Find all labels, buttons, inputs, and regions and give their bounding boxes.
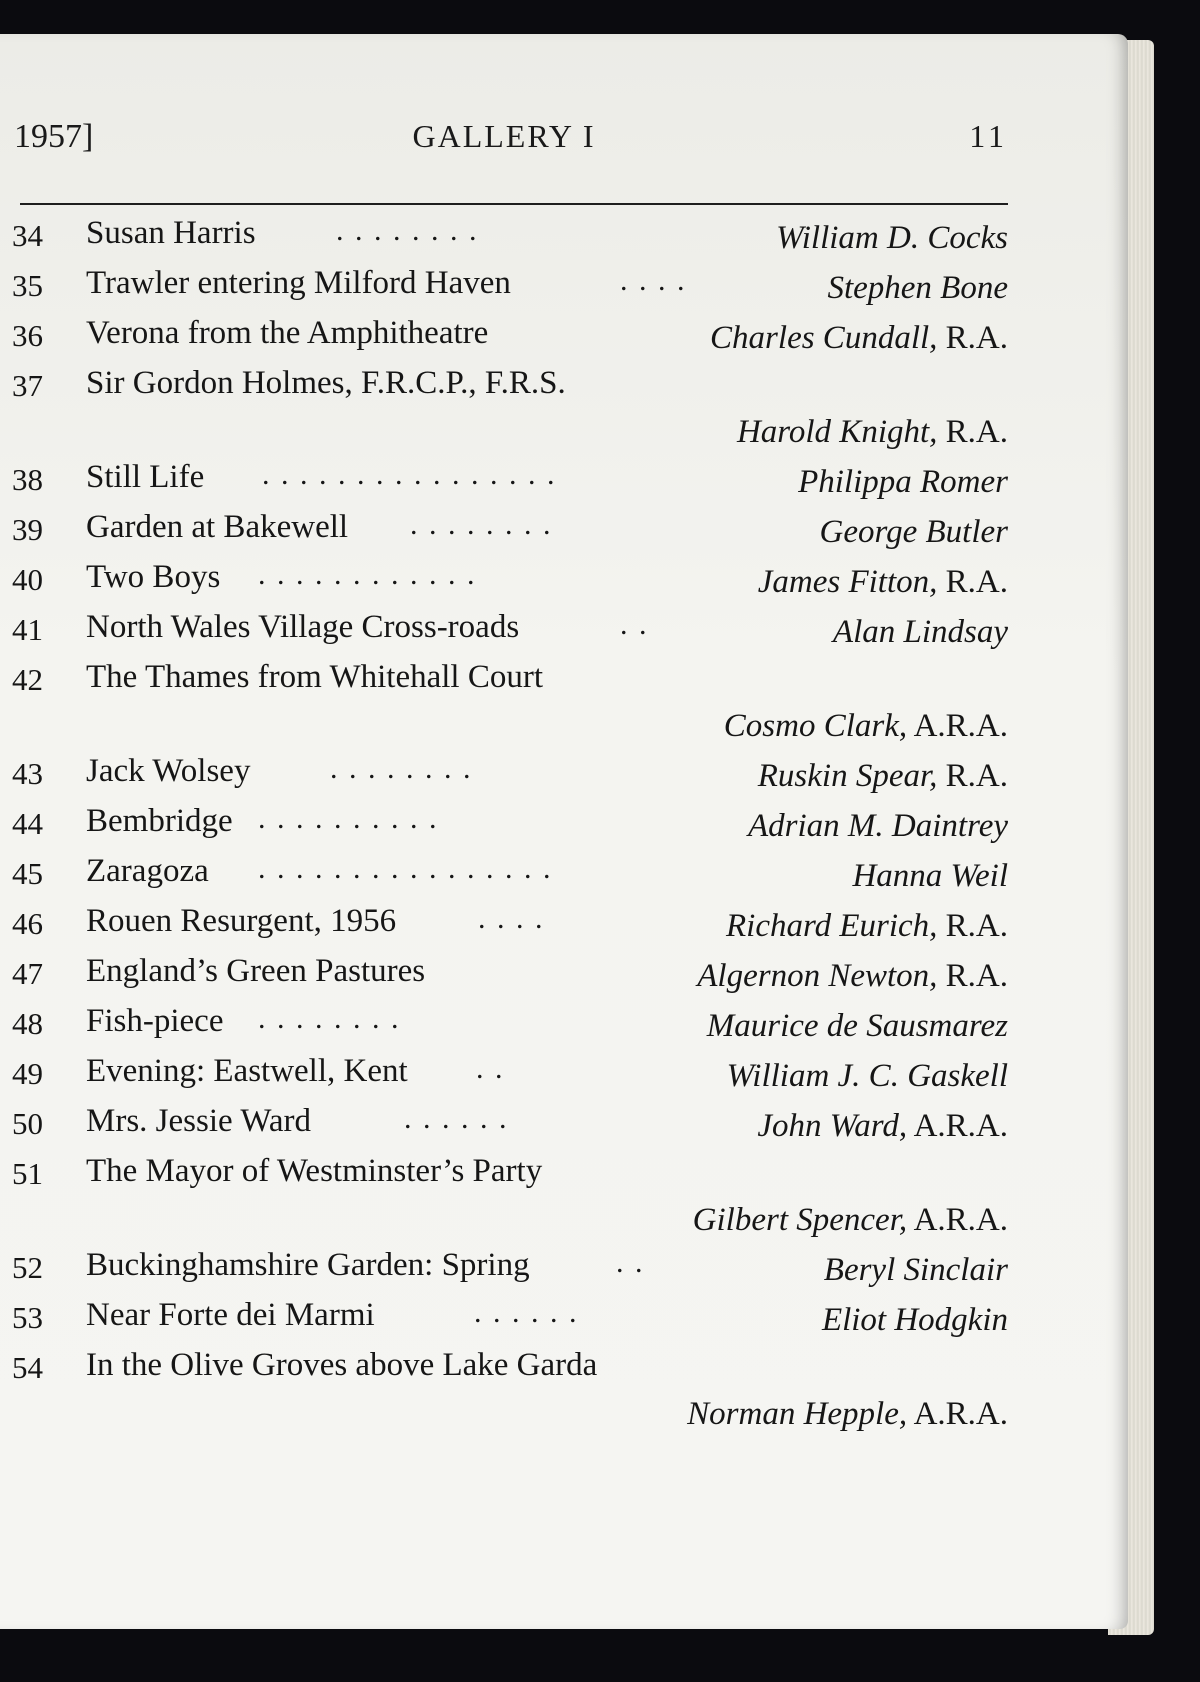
leader-dots: . . . . . . . .: [258, 1002, 401, 1035]
artist-honors: R.A.: [945, 414, 1008, 450]
entry-artist: [710, 320, 1008, 357]
artist-name: William D. Cocks: [776, 220, 1008, 256]
artist-name: Eliot Hodgkin: [821, 1302, 1008, 1338]
catalogue-entry: [0, 212, 1008, 262]
catalogue-entry: [0, 1050, 1008, 1100]
artist-name: Philippa Romer: [798, 464, 1008, 500]
artist-name: Richard Eurich,: [726, 908, 938, 944]
artist-name: Beryl Sinclair: [823, 1252, 1008, 1288]
entry-artist-line: [0, 1394, 1008, 1438]
entry-artist: [820, 514, 1008, 551]
artist-name: Ruskin Spear,: [757, 758, 938, 794]
entry-artist: [737, 414, 1008, 451]
catalogue-entry: [0, 900, 1008, 950]
entry-line: [0, 606, 1008, 656]
header-gallery-title: GALLERY I: [412, 118, 596, 154]
entry-artist: [707, 1008, 1008, 1045]
entry-line: [0, 850, 1008, 900]
entry-artist: [697, 958, 1008, 995]
entry-number: 48: [12, 1006, 43, 1041]
entry-number: 44: [12, 806, 43, 841]
artist-name: Harold Knight,: [736, 414, 938, 450]
entry-line: [0, 1294, 1008, 1344]
entry-title: Verona from the Amphitheatre: [86, 315, 489, 351]
entry-title: Sir Gordon Holmes, F.R.C.P., F.R.S.: [86, 365, 566, 401]
leader-dots: . .: [476, 1052, 505, 1085]
header-rule: [20, 203, 1008, 205]
entry-title: Evening: Eastwell, Kent: [86, 1053, 408, 1089]
entry-line: [0, 456, 1008, 506]
leader-dots: . .: [616, 1246, 645, 1279]
catalogue-entry: [0, 556, 1008, 606]
catalogue-entry: [0, 456, 1008, 506]
entry-line: [0, 212, 1008, 262]
entry-number: 46: [12, 906, 43, 941]
entry-number: 49: [12, 1056, 43, 1091]
leader-dots: . . . . . .: [404, 1102, 509, 1135]
entry-number: 35: [12, 268, 43, 303]
catalogue-entry: [0, 1244, 1008, 1294]
leader-dots: . . . . . .: [474, 1296, 579, 1329]
catalogue-entry: [0, 262, 1008, 312]
header-page-number: 11: [969, 118, 1008, 154]
entry-title: Garden at Bakewell: [86, 509, 349, 545]
entry-number: 36: [12, 318, 43, 353]
catalogue-entry: [0, 606, 1008, 656]
entry-number: 45: [12, 856, 43, 891]
entry-artist: [726, 908, 1008, 945]
entry-number: 38: [12, 462, 43, 497]
entry-artist: [822, 1302, 1008, 1339]
entry-number: 34: [12, 218, 43, 253]
entry-number: 50: [12, 1106, 43, 1141]
catalogue-entry: [0, 950, 1008, 1000]
entry-artist: [687, 1396, 1008, 1433]
entry-line: [0, 1050, 1008, 1100]
leader-dots: . . . . . . . .: [336, 214, 479, 247]
artist-honors: R.A.: [945, 564, 1008, 600]
entry-artist: [693, 1202, 1008, 1239]
entry-artist: [758, 758, 1008, 795]
entry-line: [0, 556, 1008, 606]
entry-title: Zaragoza: [86, 853, 209, 889]
leader-dots: . .: [620, 608, 649, 641]
entry-number: 37: [12, 368, 43, 403]
artist-name: Cosmo Clark,: [723, 708, 908, 744]
entry-number: 40: [12, 562, 43, 597]
entry-title: Mrs. Jessie Ward: [86, 1103, 311, 1139]
entry-number: 47: [12, 956, 43, 991]
catalogue-entry: [0, 1294, 1008, 1344]
entry-line: [0, 750, 1008, 800]
leader-dots: . . . . . . . .: [410, 508, 553, 541]
entry-line: [0, 1344, 1008, 1394]
entry-line: [0, 1100, 1008, 1150]
catalogue-entry: [0, 1344, 1008, 1438]
entry-line: [0, 262, 1008, 312]
leader-dots: . . . . . . . . . .: [258, 802, 439, 835]
entry-artist-line: [0, 706, 1008, 750]
entry-artist-line: [0, 1200, 1008, 1244]
entry-title: Bembridge: [86, 803, 233, 839]
entry-line: [0, 1000, 1008, 1050]
entry-title: Fish-piece: [86, 1003, 224, 1039]
artist-name: Alan Lindsay: [832, 614, 1008, 650]
leader-dots: . . . .: [478, 902, 545, 935]
artist-honors: R.A.: [945, 908, 1008, 944]
entry-artist: [758, 564, 1008, 601]
entry-title: England’s Green Pastures: [86, 953, 426, 989]
artist-name: James Fitton,: [757, 564, 938, 600]
entry-line: [0, 950, 1008, 1000]
entry-number: 53: [12, 1300, 43, 1335]
artist-name: Algernon Newton,: [697, 958, 938, 994]
entry-title: Susan Harris: [86, 215, 256, 251]
entry-artist: [727, 1058, 1008, 1095]
entry-number: 39: [12, 512, 43, 547]
running-header: [0, 108, 1008, 168]
artist-name: Stephen Bone: [827, 270, 1008, 306]
entry-title: Near Forte dei Marmi: [86, 1297, 375, 1333]
entry-title: Still Life: [86, 459, 205, 495]
entry-title: The Thames from Whitehall Court: [86, 659, 544, 695]
entry-line: [0, 362, 1008, 412]
entry-line: [0, 1150, 1008, 1200]
leader-dots: . . . .: [620, 264, 687, 297]
entry-number: 42: [12, 662, 43, 697]
catalogue-entry-list: [0, 212, 1008, 1438]
artist-name: Hanna Weil: [852, 858, 1008, 894]
artist-name: Norman Hepple,: [687, 1396, 908, 1432]
entry-number: 54: [12, 1350, 43, 1385]
catalogue-entry: [0, 850, 1008, 900]
entry-title: North Wales Village Cross-roads: [86, 609, 520, 645]
artist-honors: R.A.: [945, 320, 1008, 356]
artist-honors: A.R.A.: [913, 1202, 1008, 1238]
entry-title: Buckinghamshire Garden: Spring: [86, 1247, 530, 1283]
leader-dots: . . . . . . . . . . . .: [258, 558, 477, 591]
entry-number: 43: [12, 756, 43, 791]
catalogue-entry: [0, 1000, 1008, 1050]
entry-artist: [776, 220, 1008, 257]
entry-artist: [833, 614, 1008, 651]
catalogue-entry: [0, 800, 1008, 850]
catalogue-entry: [0, 1150, 1008, 1244]
entry-line: [0, 656, 1008, 706]
artist-name: Charles Cundall,: [710, 320, 938, 356]
artist-name: William J. C. Gaskell: [726, 1058, 1008, 1094]
entry-artist: [798, 464, 1008, 501]
header-year: 1957]: [14, 118, 94, 155]
entry-artist: [827, 270, 1008, 307]
leader-dots: . . . . . . . . . . . . . . . .: [258, 852, 553, 885]
catalogue-entry: [0, 506, 1008, 556]
artist-honors: A.R.A.: [913, 1108, 1008, 1144]
catalogue-entry: [0, 362, 1008, 456]
entry-artist: [824, 1252, 1008, 1289]
entry-title: Trawler entering Milford Haven: [86, 265, 511, 301]
entry-line: [0, 506, 1008, 556]
entry-line: [0, 1244, 1008, 1294]
entry-title: Rouen Resurgent, 1956: [86, 903, 397, 939]
entry-title: Jack Wolsey: [86, 753, 251, 789]
artist-name: John Ward,: [757, 1108, 908, 1144]
artist-name: Adrian M. Daintrey: [748, 808, 1008, 844]
entry-artist-line: [0, 412, 1008, 456]
entry-title: The Mayor of Westminster’s Party: [86, 1153, 543, 1189]
entry-number: 41: [12, 612, 43, 647]
entry-artist: [852, 858, 1008, 895]
artist-honors: A.R.A.: [913, 708, 1008, 744]
entry-title: Two Boys: [86, 559, 221, 595]
entry-artist: [724, 708, 1008, 745]
entry-number: 51: [12, 1156, 43, 1191]
entry-number: 52: [12, 1250, 43, 1285]
artist-honors: A.R.A.: [913, 1396, 1008, 1432]
catalogue-entry: [0, 1100, 1008, 1150]
artist-name: Maurice de Sausmarez: [706, 1008, 1008, 1044]
leader-dots: . . . . . . . .: [330, 752, 473, 785]
entry-title: In the Olive Groves above Lake Garda: [86, 1347, 598, 1383]
catalogue-entry: [0, 750, 1008, 800]
entry-line: [0, 900, 1008, 950]
artist-name: George Butler: [819, 514, 1008, 550]
artist-honors: R.A.: [945, 958, 1008, 994]
entry-line: [0, 800, 1008, 850]
catalogue-entry: [0, 656, 1008, 750]
artist-honors: R.A.: [945, 758, 1008, 794]
entry-artist: [748, 808, 1008, 845]
catalogue-entry: [0, 312, 1008, 362]
leader-dots: . . . . . . . . . . . . . . . .: [262, 458, 557, 491]
entry-artist: [757, 1108, 1008, 1145]
entry-line: [0, 312, 1008, 362]
artist-name: Gilbert Spencer,: [692, 1202, 908, 1238]
